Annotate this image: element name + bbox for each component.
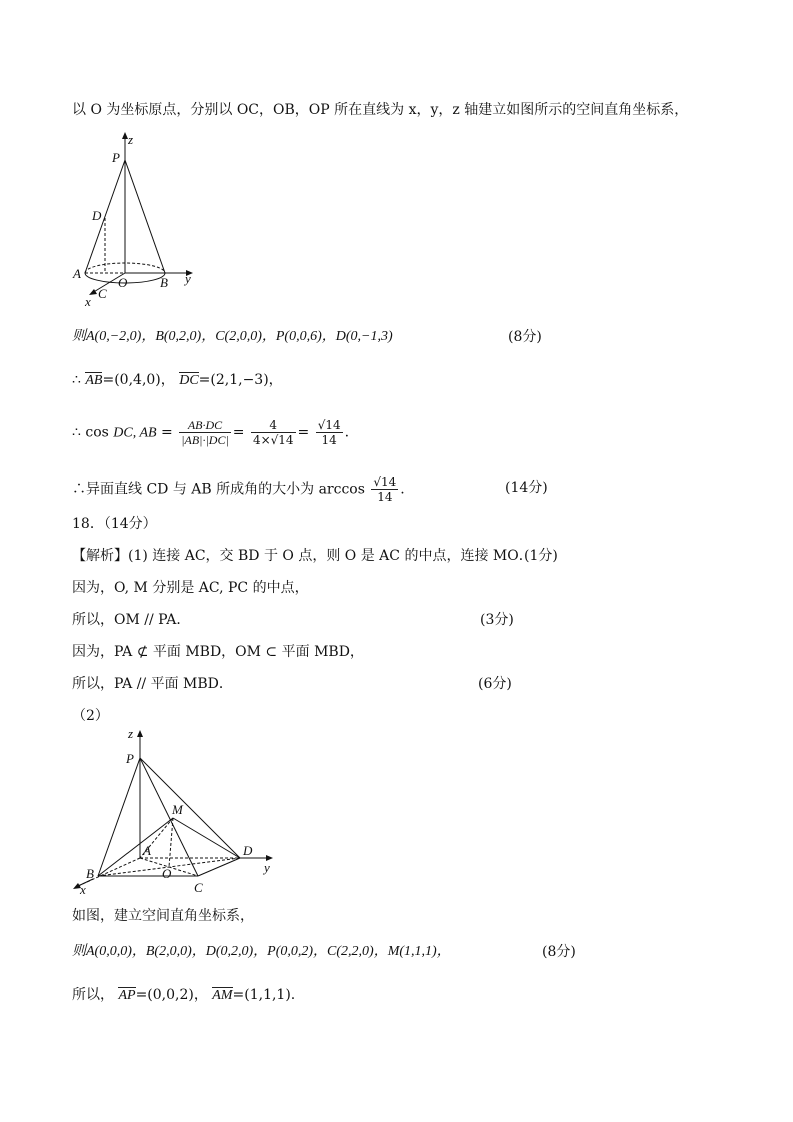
score-3: (3分) — [480, 612, 514, 628]
vector-AB: AB — [85, 371, 102, 391]
label-y: y — [185, 271, 191, 286]
label-y2: y — [264, 860, 270, 875]
cos-frac-1-num: AB·DC — [179, 418, 231, 433]
label-C: C — [98, 286, 107, 301]
coords-line-2: 则A(0,0,0)，B(2,0,0)，D(0,2,0)，P(0,0,2)，C(2,2,0)，M(1,1,1)， — [72, 944, 451, 959]
score-8-b: (8分) — [542, 944, 576, 960]
vector-AP: AP — [118, 986, 135, 1006]
vector-AM: AM — [212, 986, 232, 1006]
vector-DC: DC — [179, 371, 198, 391]
final-vector-line — [72, 985, 295, 1006]
score-14: (14分) — [505, 480, 548, 496]
score-6: (6分) — [478, 676, 512, 692]
so-line-2: 所以，PA // 平面 MBD． — [72, 676, 233, 692]
cos-frac-2 — [251, 418, 296, 447]
vector-AP-value: =(0,0,2)， — [135, 987, 208, 1003]
cos-eq: = — [161, 424, 173, 441]
because-line-2: 因为，PA ⊄ 平面 MBD，OM ⊂ 平面 MBD， — [72, 644, 364, 660]
vector-DC-value: =(2,1,−3)， — [198, 372, 283, 388]
intro-line: 以 O 为坐标原点，分别以 OC，OB，OP 所在直线为 x，y，z 轴建立如图所示的空间直角坐标系， — [72, 102, 689, 118]
label-P: P — [112, 150, 120, 165]
label-A: A — [73, 266, 81, 281]
part-2-label: （2） — [72, 708, 109, 724]
so-line-1: 所以，OM // PA． — [72, 612, 191, 628]
therefore-symbol: ∴ — [72, 372, 81, 388]
setup-line-2: 如图，建立空间直角坐标系， — [72, 908, 254, 924]
vector-AM-value: =(1,1,1). — [232, 987, 296, 1003]
angle-frac-num: √14 — [373, 475, 397, 489]
vector-AB-value: =(0,4,0)， — [102, 372, 175, 388]
label-A2: A — [143, 843, 151, 858]
because-line-1: 因为，O, M 分别是 AC, PC 的中点， — [72, 580, 309, 596]
label-x2: x — [80, 882, 86, 897]
coords-line-1: 则A(0,−2,0)，B(0,2,0)，C(2,0,0)，P(0,0,6)，D(0,−1,3) — [72, 329, 393, 344]
angle-frac — [371, 475, 398, 504]
label-B: B — [160, 275, 168, 290]
label-z: z — [128, 132, 134, 147]
label-O2: O — [162, 866, 172, 881]
label-z2: z — [128, 728, 134, 741]
label-P2: P — [126, 751, 134, 766]
cos-frac-3 — [316, 418, 343, 447]
so-prefix: 所以， — [72, 987, 114, 1003]
pyramid-figure — [68, 728, 283, 898]
cos-frac-2-num: 4 — [251, 418, 296, 433]
angle-text: ∴异面直线 CD 与 AB 所成角的大小为 arccos — [72, 481, 365, 498]
label-B2: B — [86, 866, 94, 881]
angle-line: ∴异面直线 CD 与 AB 所成角的大小为 arccos $\frac{√14}{14}$ . — [72, 475, 405, 504]
cos-frac-3-num: √14 — [317, 418, 341, 432]
score-8-a: (8分) — [508, 329, 542, 345]
angle-frac-den: 14 — [377, 490, 393, 504]
question-18: 18．（14分） — [72, 516, 157, 532]
cos-prefix: ∴ cos — [72, 424, 109, 441]
label-D2: D — [243, 843, 253, 858]
cos-frac-1-den: |AB|·|DC| — [181, 433, 229, 447]
score-1: (1分) — [524, 548, 558, 564]
label-M2: M — [172, 802, 183, 817]
vector-line — [72, 370, 283, 391]
label-O: O — [118, 275, 128, 290]
solution-part1: 【解析】(1) 连接 AC，交 BD 于 O 点，则 O 是 AC 的中点，连接 MO． — [72, 548, 533, 564]
cone-figure — [70, 130, 210, 310]
cos-args: DC, AB — [113, 425, 157, 441]
cos-frac-3-den: 14 — [321, 433, 337, 447]
cos-line: ∴ cos DC, AB = $\frac{AB\cdot DC}{|AB|\cdot|DC|}$ = $\frac{4}{4\times√14}$ = $\frac{√14}{14}$ . — [72, 418, 350, 447]
label-C2: C — [194, 880, 203, 895]
label-x: x — [85, 294, 91, 309]
cos-frac-1 — [179, 418, 231, 447]
cos-frac-2-den: 4×√14 — [252, 433, 294, 447]
label-D: D — [92, 208, 102, 223]
